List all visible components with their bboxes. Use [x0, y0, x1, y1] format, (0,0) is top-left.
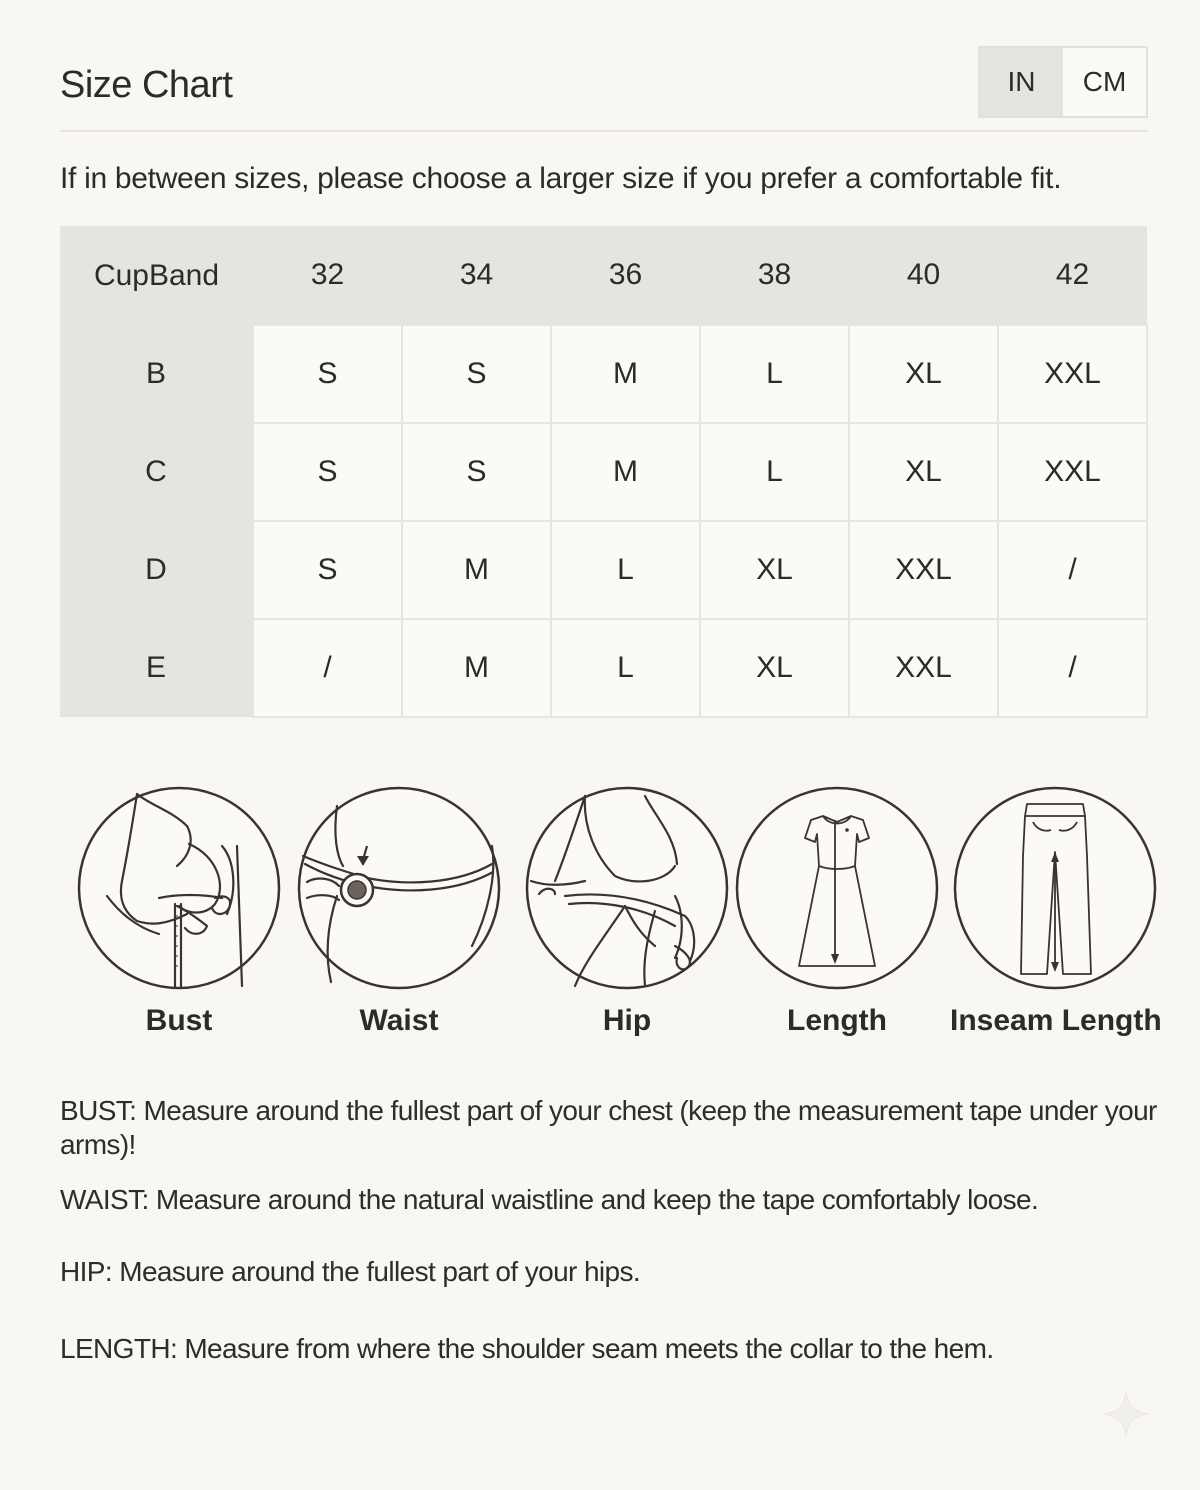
- cup-label: C: [60, 423, 253, 521]
- cup-label: B: [60, 325, 253, 423]
- size-cell: XXL: [849, 521, 998, 619]
- size-cell: S: [402, 423, 551, 521]
- measure-bust: [74, 786, 284, 1038]
- size-cell: XXL: [998, 423, 1147, 521]
- size-cell: XL: [700, 521, 849, 619]
- bust-description: BUST: Measure around the fullest part of your chest (keep the measurement tape under your arms)!: [60, 1095, 1157, 1160]
- size-cell: XXL: [849, 619, 998, 717]
- hip-measure-icon: [525, 786, 729, 990]
- size-cell: XL: [849, 423, 998, 521]
- sizing-note: If in between sizes, please choose a larger size if you prefer a comfortable fit.: [60, 162, 1062, 195]
- measure-label: Hip: [602, 1004, 652, 1037]
- sparkle-icon: [1102, 1390, 1150, 1438]
- dress-length-icon: [735, 786, 939, 990]
- size-cell: XL: [700, 619, 849, 717]
- size-cell: /: [998, 521, 1147, 619]
- measurement-guide: [60, 786, 1180, 1046]
- table-row: [60, 423, 1147, 521]
- size-cell: L: [700, 325, 849, 423]
- cup-label: D: [60, 521, 253, 619]
- band-header: 38: [700, 226, 849, 325]
- size-cell: S: [253, 325, 402, 423]
- measure-label: Waist: [359, 1004, 439, 1037]
- size-cell: M: [551, 325, 700, 423]
- pants-inseam-icon: [953, 786, 1157, 990]
- unit-toggle: [978, 46, 1148, 118]
- band-header: 40: [849, 226, 998, 325]
- measure-label: Bust: [145, 1004, 213, 1037]
- size-cell: S: [253, 521, 402, 619]
- size-cell: L: [700, 423, 849, 521]
- measure-length: [732, 786, 942, 1038]
- table-row: [60, 619, 1147, 717]
- table-header-row: [60, 226, 1147, 325]
- size-cell: XXL: [998, 325, 1147, 423]
- hip-description: HIP: Measure around the fullest part of your hips.: [60, 1256, 641, 1287]
- size-table: [60, 226, 1148, 718]
- size-cell: M: [402, 521, 551, 619]
- size-cell: /: [998, 619, 1147, 717]
- band-header: 42: [998, 226, 1147, 325]
- size-cell: L: [551, 521, 700, 619]
- measure-hip: [522, 786, 732, 1038]
- size-cell: XL: [849, 325, 998, 423]
- bust-measure-icon: [77, 786, 281, 990]
- size-cell: L: [551, 619, 700, 717]
- size-cell: S: [402, 325, 551, 423]
- measure-label: Length: [787, 1004, 887, 1037]
- measure-label: Inseam Length: [950, 1004, 1162, 1037]
- size-cell: M: [551, 423, 700, 521]
- length-description: LENGTH: Measure from where the shoulder seam meets the collar to the hem.: [60, 1333, 994, 1364]
- page-title: Size Chart: [60, 64, 233, 106]
- band-header: 36: [551, 226, 700, 325]
- table-row: [60, 521, 1147, 619]
- unit-cm-button[interactable]: CM: [1082, 66, 1127, 97]
- size-chart-header: [60, 46, 1148, 132]
- cup-label: E: [60, 619, 253, 717]
- band-header: 34: [402, 226, 551, 325]
- waist-measure-icon: [297, 786, 501, 990]
- measure-inseam: [950, 786, 1160, 1038]
- band-header: 32: [253, 226, 402, 325]
- corner-header: CupBand: [60, 226, 253, 325]
- size-cell: M: [402, 619, 551, 717]
- size-cell: S: [253, 423, 402, 521]
- table-row: [60, 325, 1147, 423]
- size-cell: /: [253, 619, 402, 717]
- measure-waist: [294, 786, 504, 1038]
- waist-description: WAIST: Measure around the natural waistline and keep the tape comfortably loose.: [60, 1184, 1039, 1215]
- unit-in-button[interactable]: IN: [980, 48, 1063, 116]
